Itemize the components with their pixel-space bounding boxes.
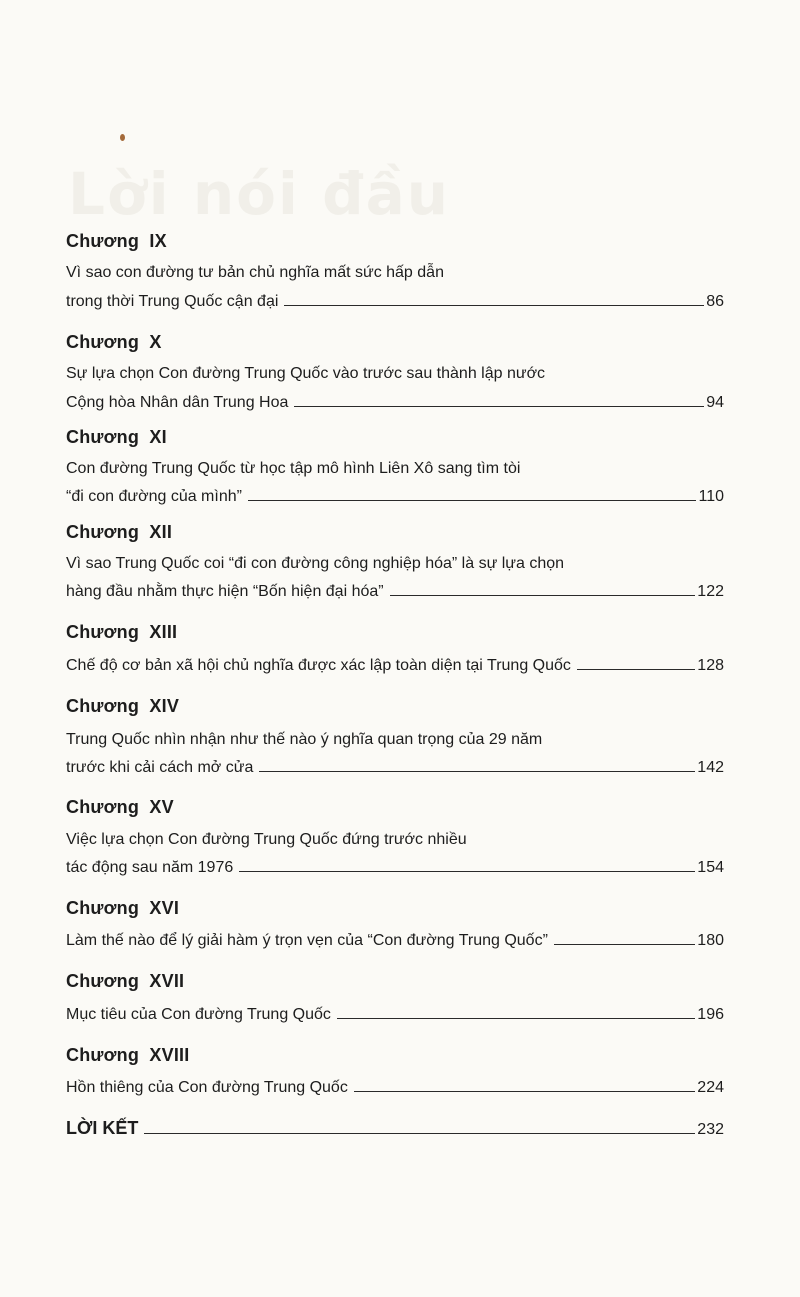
- toc-entry[interactable]: [66, 582, 724, 602]
- toc-entry[interactable]: [66, 931, 724, 951]
- chapter-heading: Chương XV: [66, 797, 174, 817]
- chapter-heading: Chương XIII: [66, 622, 178, 642]
- chapter-title-line: trước khi cải cách mở cửa: [66, 759, 254, 776]
- leader-line: [294, 406, 704, 407]
- leader-line: [284, 305, 704, 306]
- leader-line: [337, 1018, 695, 1019]
- toc-entry[interactable]: [66, 858, 724, 878]
- page-number: 224: [697, 1079, 724, 1096]
- page-number: 94: [706, 394, 724, 411]
- page-number: 154: [697, 859, 724, 876]
- chapter-title-line: Trung Quốc nhìn nhận như thế nào ý nghĩa quan trọng của 29 năm: [66, 731, 543, 748]
- toc-entry[interactable]: [66, 758, 724, 778]
- chapter-title-line: Con đường Trung Quốc từ học tập mô hình Liên Xô sang tìm tòi: [66, 460, 521, 477]
- chapter-heading: Chương XI: [66, 427, 167, 447]
- chapter-heading: Chương XII: [66, 522, 173, 542]
- leader-line: [390, 595, 696, 596]
- toc-entry[interactable]: [66, 292, 724, 312]
- chapter-title-line: Làm thế nào để lý giải hàm ý trọn vẹn của “Con đường Trung Quốc”: [66, 932, 548, 949]
- toc-entry[interactable]: [66, 393, 724, 413]
- leader-line: [144, 1133, 695, 1134]
- leader-line: [239, 871, 695, 872]
- page-number: 180: [697, 932, 724, 949]
- chapter-title-line: Chế độ cơ bản xã hội chủ nghĩa được xác lập toàn diện tại Trung Quốc: [66, 657, 571, 674]
- chapter-heading: Chương IX: [66, 231, 167, 251]
- chapter-title-line: trong thời Trung Quốc cận đại: [66, 293, 279, 310]
- chapter-title-line: Việc lựa chọn Con đường Trung Quốc đứng trước nhiều: [66, 831, 467, 848]
- leader-line: [554, 944, 695, 945]
- page-number: 142: [697, 759, 724, 776]
- chapter-title-line: Hồn thiêng của Con đường Trung Quốc: [66, 1079, 348, 1096]
- chapter-title-line: Mục tiêu của Con đường Trung Quốc: [66, 1006, 331, 1023]
- chapter-title-line: Sự lựa chọn Con đường Trung Quốc vào trước sau thành lập nước: [66, 365, 546, 382]
- chapter-title-line: Cộng hòa Nhân dân Trung Hoa: [66, 394, 289, 411]
- page-number: 128: [697, 657, 724, 674]
- chapter-heading: Chương XVII: [66, 971, 185, 991]
- page-number: 110: [698, 488, 724, 505]
- paper-speck: [120, 134, 125, 141]
- toc-entry[interactable]: [66, 656, 724, 676]
- leader-line: [248, 500, 697, 501]
- chapter-title-line: “đi con đường của mình”: [66, 488, 242, 505]
- chapter-heading: Chương X: [66, 332, 162, 352]
- leader-line: [577, 669, 695, 670]
- chapter-heading: Chương XVIII: [66, 1045, 190, 1065]
- leader-line: [259, 771, 695, 772]
- chapter-title-line: Vì sao Trung Quốc coi “đi con đường công nghiệp hóa” là sự lựa chọn: [66, 555, 565, 572]
- background-title: Lời nói đầu: [68, 160, 451, 228]
- epilogue-label: LỜI KẾT: [66, 1118, 139, 1138]
- page-number: 86: [706, 293, 724, 310]
- chapter-title-line: tác động sau năm 1976: [66, 859, 234, 876]
- page-number: 196: [697, 1006, 724, 1023]
- page-number: 232: [697, 1121, 724, 1138]
- chapter-heading: Chương XVI: [66, 898, 180, 918]
- page-number: 122: [697, 583, 724, 600]
- chapter-heading: Chương XIV: [66, 696, 180, 716]
- toc-entry[interactable]: [66, 1078, 724, 1098]
- chapter-title-line: Vì sao con đường tư bản chủ nghĩa mất sức hấp dẫn: [66, 264, 444, 281]
- toc-entry[interactable]: [66, 487, 724, 507]
- toc-entry-epilogue[interactable]: [66, 1118, 724, 1140]
- chapter-title-line: hàng đầu nhằm thực hiện “Bốn hiện đại hóa”: [66, 583, 384, 600]
- leader-line: [354, 1091, 695, 1092]
- toc-entry[interactable]: [66, 1005, 724, 1025]
